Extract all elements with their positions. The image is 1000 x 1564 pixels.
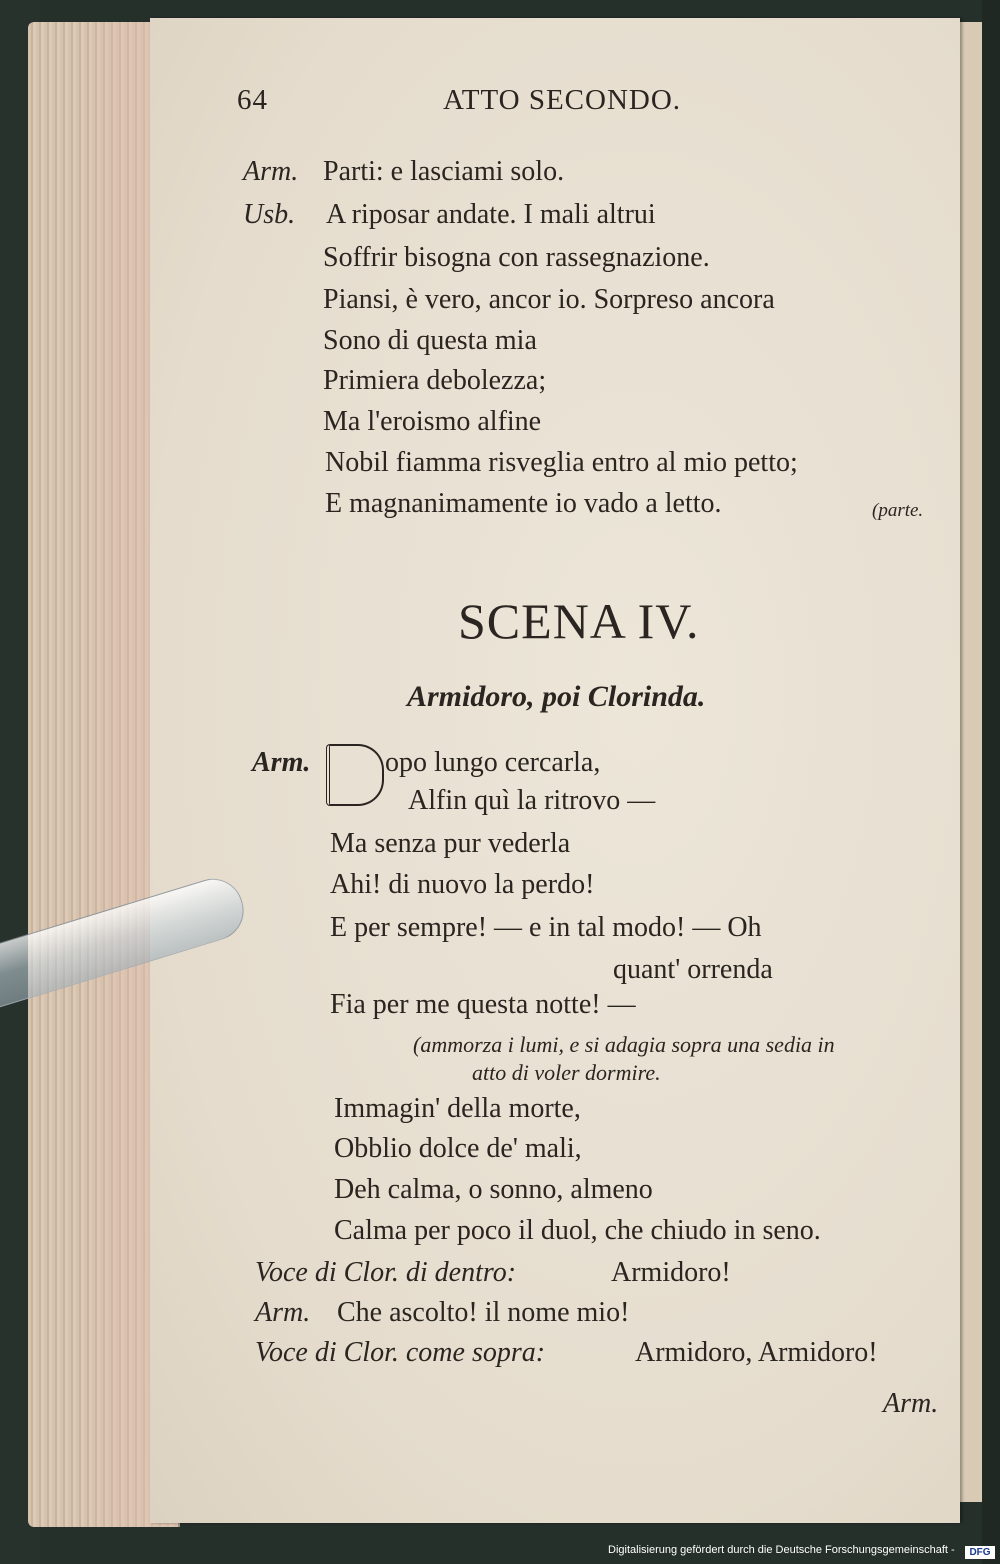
verse-line: Obblio dolce de' mali, [334,1133,582,1164]
digitization-credit: Digitalisierung gefördert durch die Deutsche Forschungsgemeinschaft - [608,1544,955,1556]
verse-line: Primiera debolezza; [323,365,547,396]
verse-line: Ma senza pur vederla [330,828,571,859]
verse-line: quant' orrenda [613,954,773,985]
verse-line: Immagin' della morte, [334,1093,581,1124]
scene-characters: Armidoro, poi Clorinda. [407,680,706,713]
verse-line: Calma per poco il duol, che chiudo in seno. [334,1215,821,1246]
verse-line: Soffrir bisogna con rassegnazione. [323,242,710,273]
stage-direction: atto di voler dormire. [472,1060,661,1085]
verse-line: Che ascolto! il nome mio! [337,1297,630,1328]
verse-line: Armidoro, Armidoro! [635,1337,878,1368]
right-background [982,0,1000,1564]
verse-line: opo lungo cercarla, [385,747,601,778]
speaker-label: Usb. [243,199,296,230]
speaker-label: Voce di Clor. di dentro: [255,1257,517,1288]
verse-line: Ahi! di nuovo la perdo! [330,869,595,900]
dfg-logo: DFG [965,1546,995,1559]
verse-line: Alfin quì la ritrovo — [408,785,656,816]
verse-line: Sono di questa mia [323,325,537,356]
exit-note: (parte. [872,500,924,521]
stage-direction: (ammorza i lumi, e si adagia sopra una sedia in [413,1032,835,1057]
verse-line: E per sempre! — e in tal modo! — Oh [330,912,762,943]
speaker-label: Arm. [255,1297,311,1328]
verse-line: Deh calma, o sonno, almeno [334,1174,653,1205]
verse-line: Ma l'eroismo alfine [323,406,542,437]
verse-line: A riposar andate. I mali altrui [326,199,656,230]
speaker-label: Arm. [243,156,299,187]
verse-line: Fia per me questa notte! — [330,989,636,1020]
verse-line: Parti: e lasciami solo. [323,156,565,187]
verse-line: Armidoro! [611,1257,731,1288]
catchword: Arm. [883,1388,939,1419]
running-title: ATTO SECONDO. [443,84,682,116]
drop-cap-d [326,744,384,806]
page-number: 64 [237,84,268,116]
verse-line: Nobil fiamma risveglia entro al mio petto; [325,447,798,478]
speaker-label: Arm. [252,747,311,778]
scene-title: SCENA IV. [458,593,700,649]
speaker-label: Voce di Clor. come sopra: [255,1337,546,1368]
verse-line: E magnanimamente io vado a letto. [325,488,722,519]
verse-line: Piansi, è vero, ancor io. Sorpreso ancora [323,284,775,315]
facing-page-edge [958,22,982,1502]
